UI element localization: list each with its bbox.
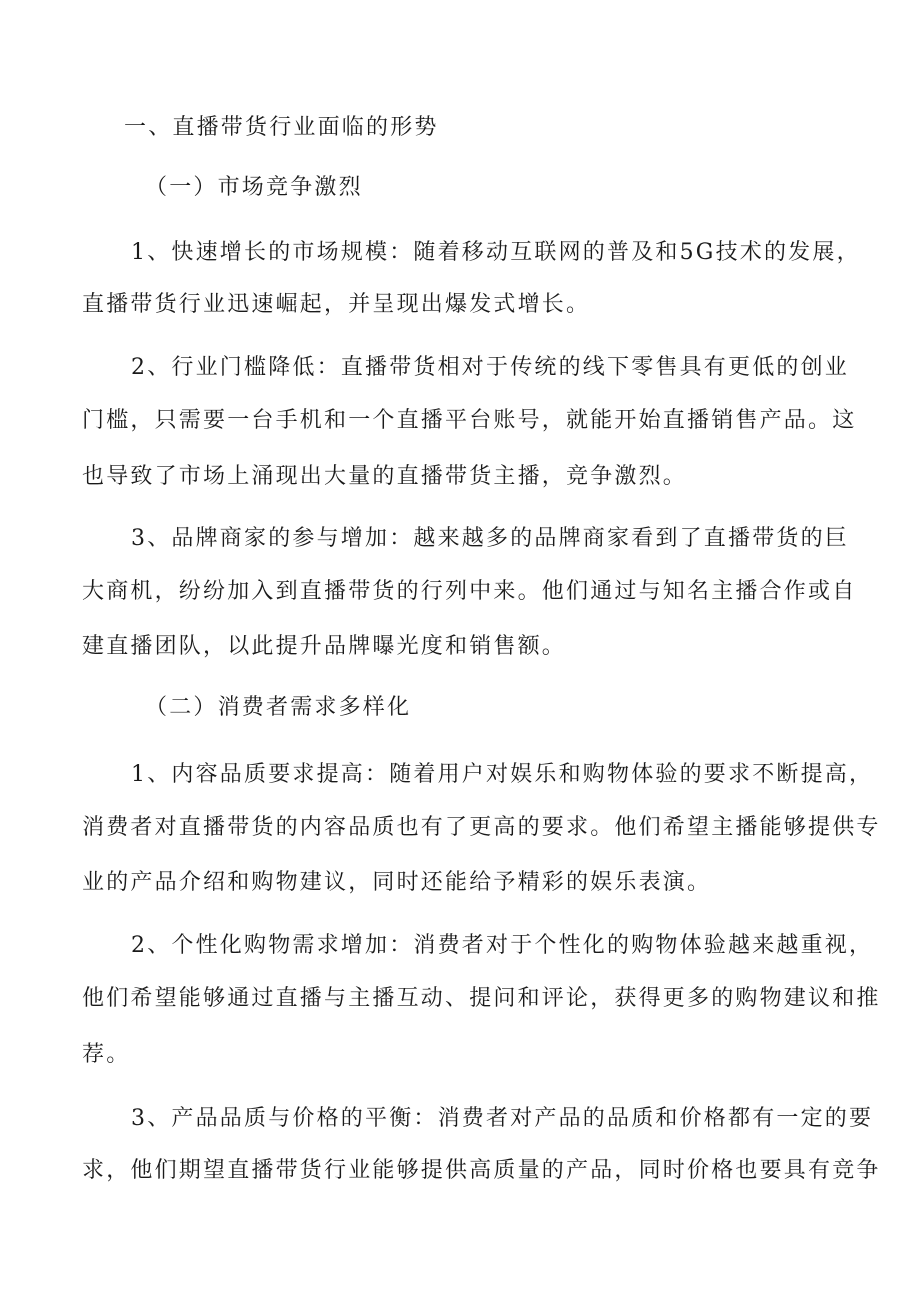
paragraph-line: 直播带货行业迅速崛起，并呈现出爆发式增长。: [82, 292, 591, 317]
paragraph-line: 1、快速增长的市场规模：随着移动互联网的普及和5G技术的发展，: [131, 240, 861, 265]
paragraph-line: 2、行业门槛降低：直播带货相对于传统的线下零售具有更低的创业: [131, 355, 849, 380]
heading-1: 一、直播带货行业面临的形势: [124, 115, 439, 140]
paragraph-line: 建直播团队，以此提升品牌曝光度和销售额。: [82, 634, 567, 659]
subheading-2: （二）消费者需求多样化: [145, 695, 412, 720]
paragraph-line: 也导致了市场上涌现出大量的直播带货主播，竞争激烈。: [82, 464, 688, 489]
paragraph-line: 1、内容品质要求提高：随着用户对娱乐和购物体验的要求不断提高，: [131, 762, 874, 787]
paragraph-line: 2、个性化购物需求增加：消费者对于个性化的购物体验越来越重视，: [131, 933, 874, 958]
paragraph-line: 3、产品品质与价格的平衡：消费者对产品的品质和价格都有一定的要: [131, 1106, 874, 1131]
paragraph-line: 3、品牌商家的参与增加：越来越多的品牌商家看到了直播带货的巨: [131, 526, 849, 551]
paragraph-line: 他们希望能够通过直播与主播互动、提问和评论，获得更多的购物建议和推: [82, 986, 881, 1011]
paragraph-line: 消费者对直播带货的内容品质也有了更高的要求。他们希望主播能够提供专: [82, 815, 881, 840]
paragraph-line: 业的产品介绍和购物建议，同时还能给予精彩的娱乐表演。: [82, 870, 712, 895]
paragraph-line: 求，他们期望直播带货行业能够提供高质量的产品，同时价格也要具有竞争: [82, 1158, 881, 1183]
paragraph-line: 荐。: [82, 1042, 131, 1067]
paragraph-line: 门槛，只需要一台手机和一个直播平台账号，就能开始直播销售产品。这: [82, 408, 857, 433]
paragraph-line: 大商机，纷纷加入到直播带货的行列中来。他们通过与知名主播合作或自: [82, 579, 857, 604]
subheading-1: （一）市场竞争激烈: [145, 175, 363, 200]
